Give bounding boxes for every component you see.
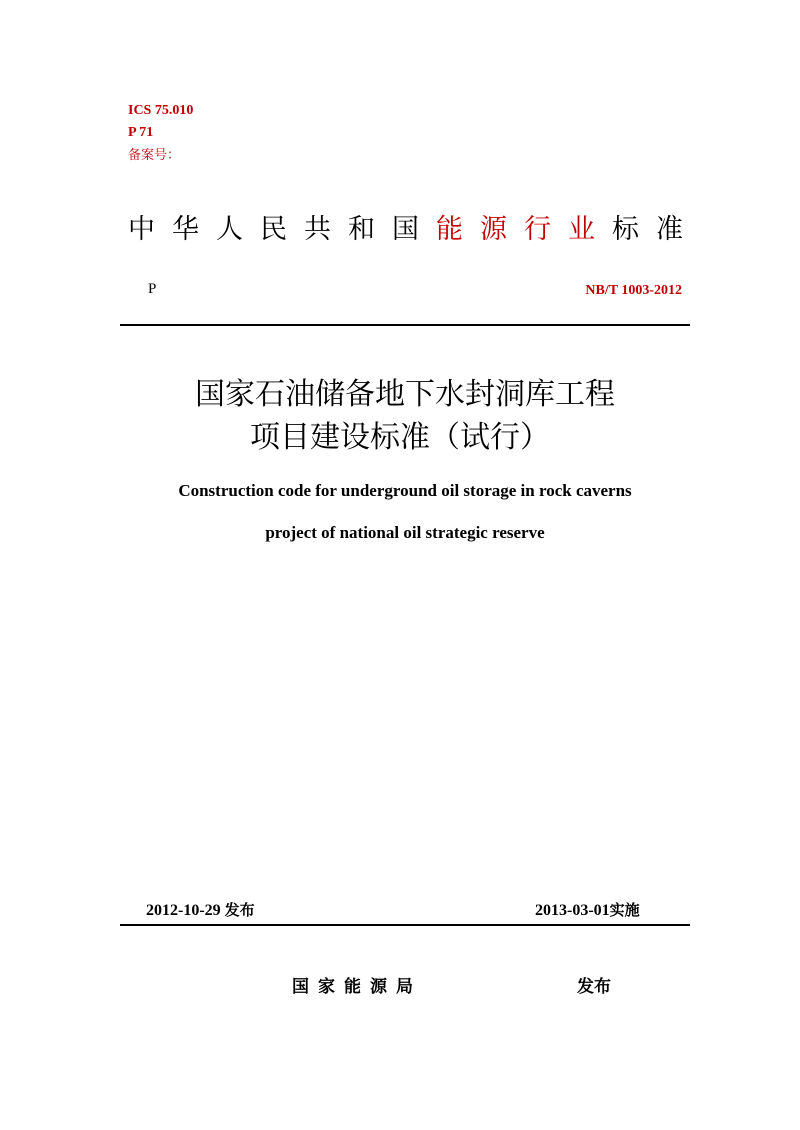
ics-code: ICS 75.010 [128,103,194,118]
title-cn-line2: 项目建设标准（试行） [250,420,550,455]
title-cn-line1: 国家石油储备地下水封洞库工程 [195,377,615,412]
header-char-red: 业 [568,214,595,245]
publish-label: 发布 [224,901,255,919]
title-en-line2: project of national oil strategic reserve [265,523,545,542]
header-char: 共 [304,214,331,245]
header-char: 华 [172,214,199,245]
effective-date: 2013-03-01 [535,902,610,919]
header-divider [120,324,690,326]
header-char-red: 行 [524,214,551,245]
effective-date-block [535,899,640,920]
header-char: 准 [656,214,683,245]
standard-number: NB/T 1003-2012 [585,283,682,298]
publish-date: 2012-10-29 [146,902,221,919]
title-en-line1: Construction code for underground oil storage in rock caverns [178,481,632,500]
header-char: 人 [216,214,243,245]
header-char: 国 [392,214,419,245]
footer-divider [120,924,690,926]
header-char-red: 源 [480,214,507,245]
classification-code: P [148,281,157,297]
effective-label: 实施 [609,901,640,919]
header-char-red: 能 [436,214,463,245]
publisher-name: 国家能源局 [292,977,422,997]
header-char: 民 [260,214,287,245]
header-char: 中 [128,214,155,245]
ccs-code: P 71 [128,125,154,140]
header-char: 和 [348,214,375,245]
header-char: 标 [612,214,639,245]
filing-number-label: 备案号： [128,148,181,163]
publish-date-block [146,899,255,920]
standard-type-header [128,210,688,250]
publisher-action: 发布 [577,977,611,997]
